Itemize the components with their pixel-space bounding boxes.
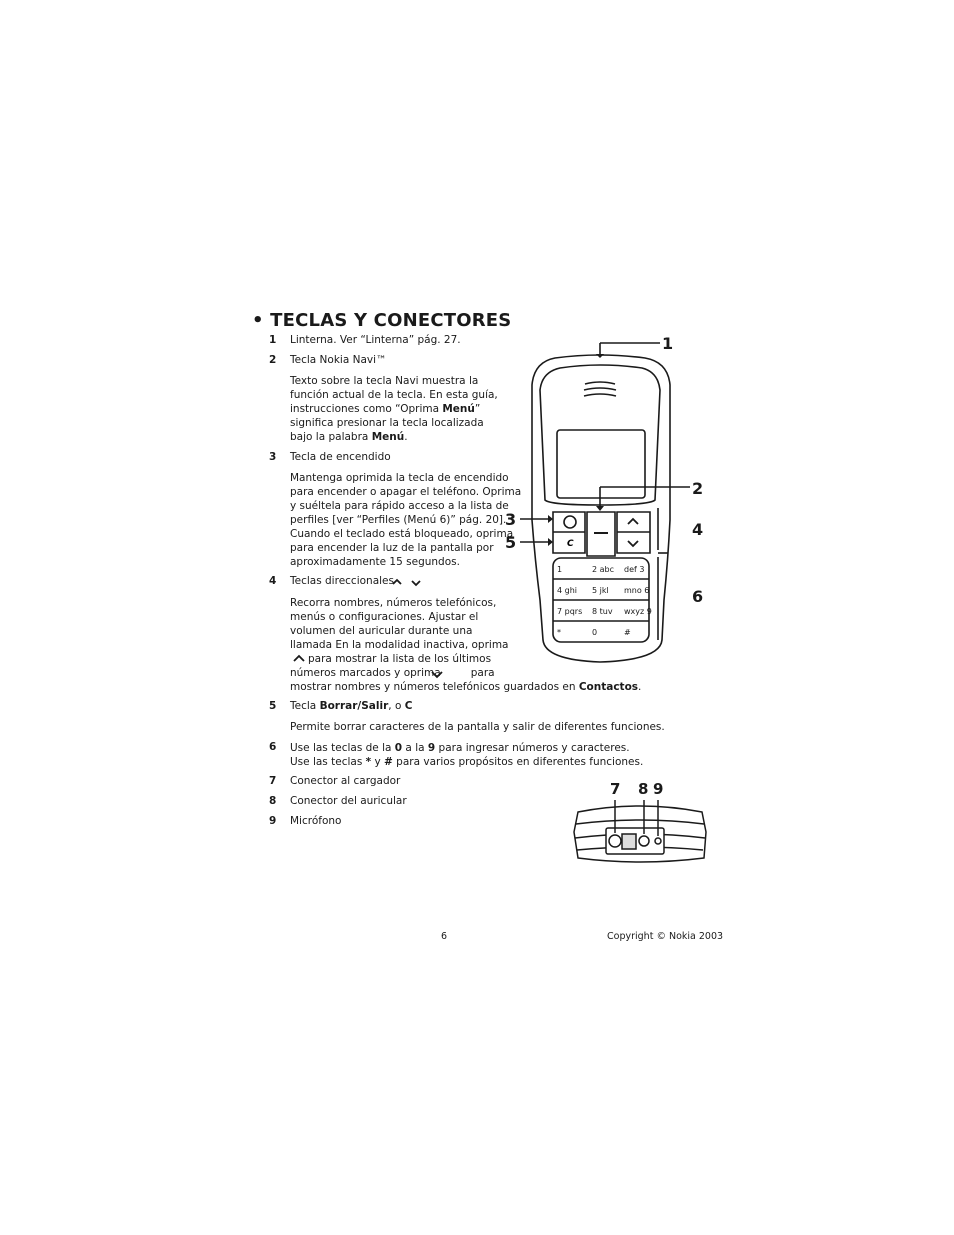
callout-8: 8 xyxy=(638,780,649,798)
page-title: • TECLAS Y CONECTORES xyxy=(252,310,512,331)
item-description: Recorra nombres, números telefónicos, menús o configuraciones. Ajustar el volumen del auricular durante una llamada En la modalidad inactiva, oprima para mostrar la lista de los últimos números marcados y oprima para mostrar nombres y números telefónicos guardados en Contactos. xyxy=(290,597,642,693)
item-description: Permite borrar caracteres de la pantalla y salir de diferentes funciones. xyxy=(290,721,665,733)
item-label: Teclas direccionales xyxy=(290,575,394,587)
item-number: 9 xyxy=(269,815,277,827)
scroll-down-icon xyxy=(430,669,444,679)
item-label: Conector al cargador xyxy=(290,775,401,787)
item-description: Use las teclas de la 0 a la 9 para ingresar números y caracteres. Use las teclas * y # para varios propósitos en diferentes funciones. xyxy=(290,742,644,768)
item-label: Tecla Borrar/Salir, o C xyxy=(290,700,413,712)
scroll-up-icon xyxy=(292,653,306,663)
callout-2: 2 xyxy=(692,479,704,498)
item-label: Conector del auricular xyxy=(290,795,407,807)
keypad-key: 8 tuv xyxy=(592,607,613,616)
callout-9: 9 xyxy=(653,780,664,798)
item-number: 3 xyxy=(269,451,277,463)
keypad-key: wxyz 9 xyxy=(624,607,652,616)
item-description: Mantenga oprimida la tecla de encendido para encender o apagar el teléfono. Oprima y suéltela para rápido acceso a la lista de perfiles [ver “Perfiles (Menú 6)” pág. 20]. Cuando el teclado está bloqueado, oprima para encender la luz de la pantalla por aproximadamente 15 segundos. xyxy=(290,472,522,568)
clear-key: C xyxy=(567,539,574,549)
keypad-key: 1 xyxy=(557,565,563,574)
callout-1: 1 xyxy=(662,335,674,353)
phone-diagram xyxy=(500,335,710,665)
callout-4: 4 xyxy=(692,520,704,539)
page-number: 6 xyxy=(441,931,448,942)
keypad-key: # xyxy=(624,628,631,637)
keypad-key: 7 pqrs xyxy=(557,607,583,616)
keypad-key: * xyxy=(557,628,561,637)
item-number: 7 xyxy=(269,775,277,787)
copyright: Copyright © Nokia 2003 xyxy=(607,931,724,942)
callout-6: 6 xyxy=(692,587,704,606)
item-number: 1 xyxy=(269,334,277,346)
connectors-diagram xyxy=(570,778,710,870)
callout-3: 3 xyxy=(505,510,517,529)
item-label: Linterna. Ver “Linterna” pág. 27. xyxy=(290,334,461,346)
keypad-key: def 3 xyxy=(624,565,645,574)
item-number: 6 xyxy=(269,741,277,753)
item-number: 5 xyxy=(269,700,277,712)
callout-5: 5 xyxy=(505,533,517,552)
item-number: 4 xyxy=(269,575,277,587)
arrow-keys-icon xyxy=(390,576,426,588)
callout-7: 7 xyxy=(610,780,621,798)
item-number: 8 xyxy=(269,795,277,807)
item-label: Micrófono xyxy=(290,815,342,827)
keypad-key: 4 ghi xyxy=(557,586,578,595)
keypad-key: 2 abc xyxy=(592,565,615,574)
item-label: Tecla Nokia Navi™ xyxy=(290,354,387,366)
keypad-key: 5 jkl xyxy=(592,586,609,595)
item-description: Texto sobre la tecla Navi muestra la función actual de la tecla. En esta guía, instrucciones como “Oprima Menú” significa presionar la tecla localizada bajo la palabra Menú. xyxy=(290,375,498,443)
keypad-key: 0 xyxy=(592,628,598,637)
keypad-key: mno 6 xyxy=(624,586,650,595)
item-number: 2 xyxy=(269,354,277,366)
item-label: Tecla de encendido xyxy=(290,451,391,463)
